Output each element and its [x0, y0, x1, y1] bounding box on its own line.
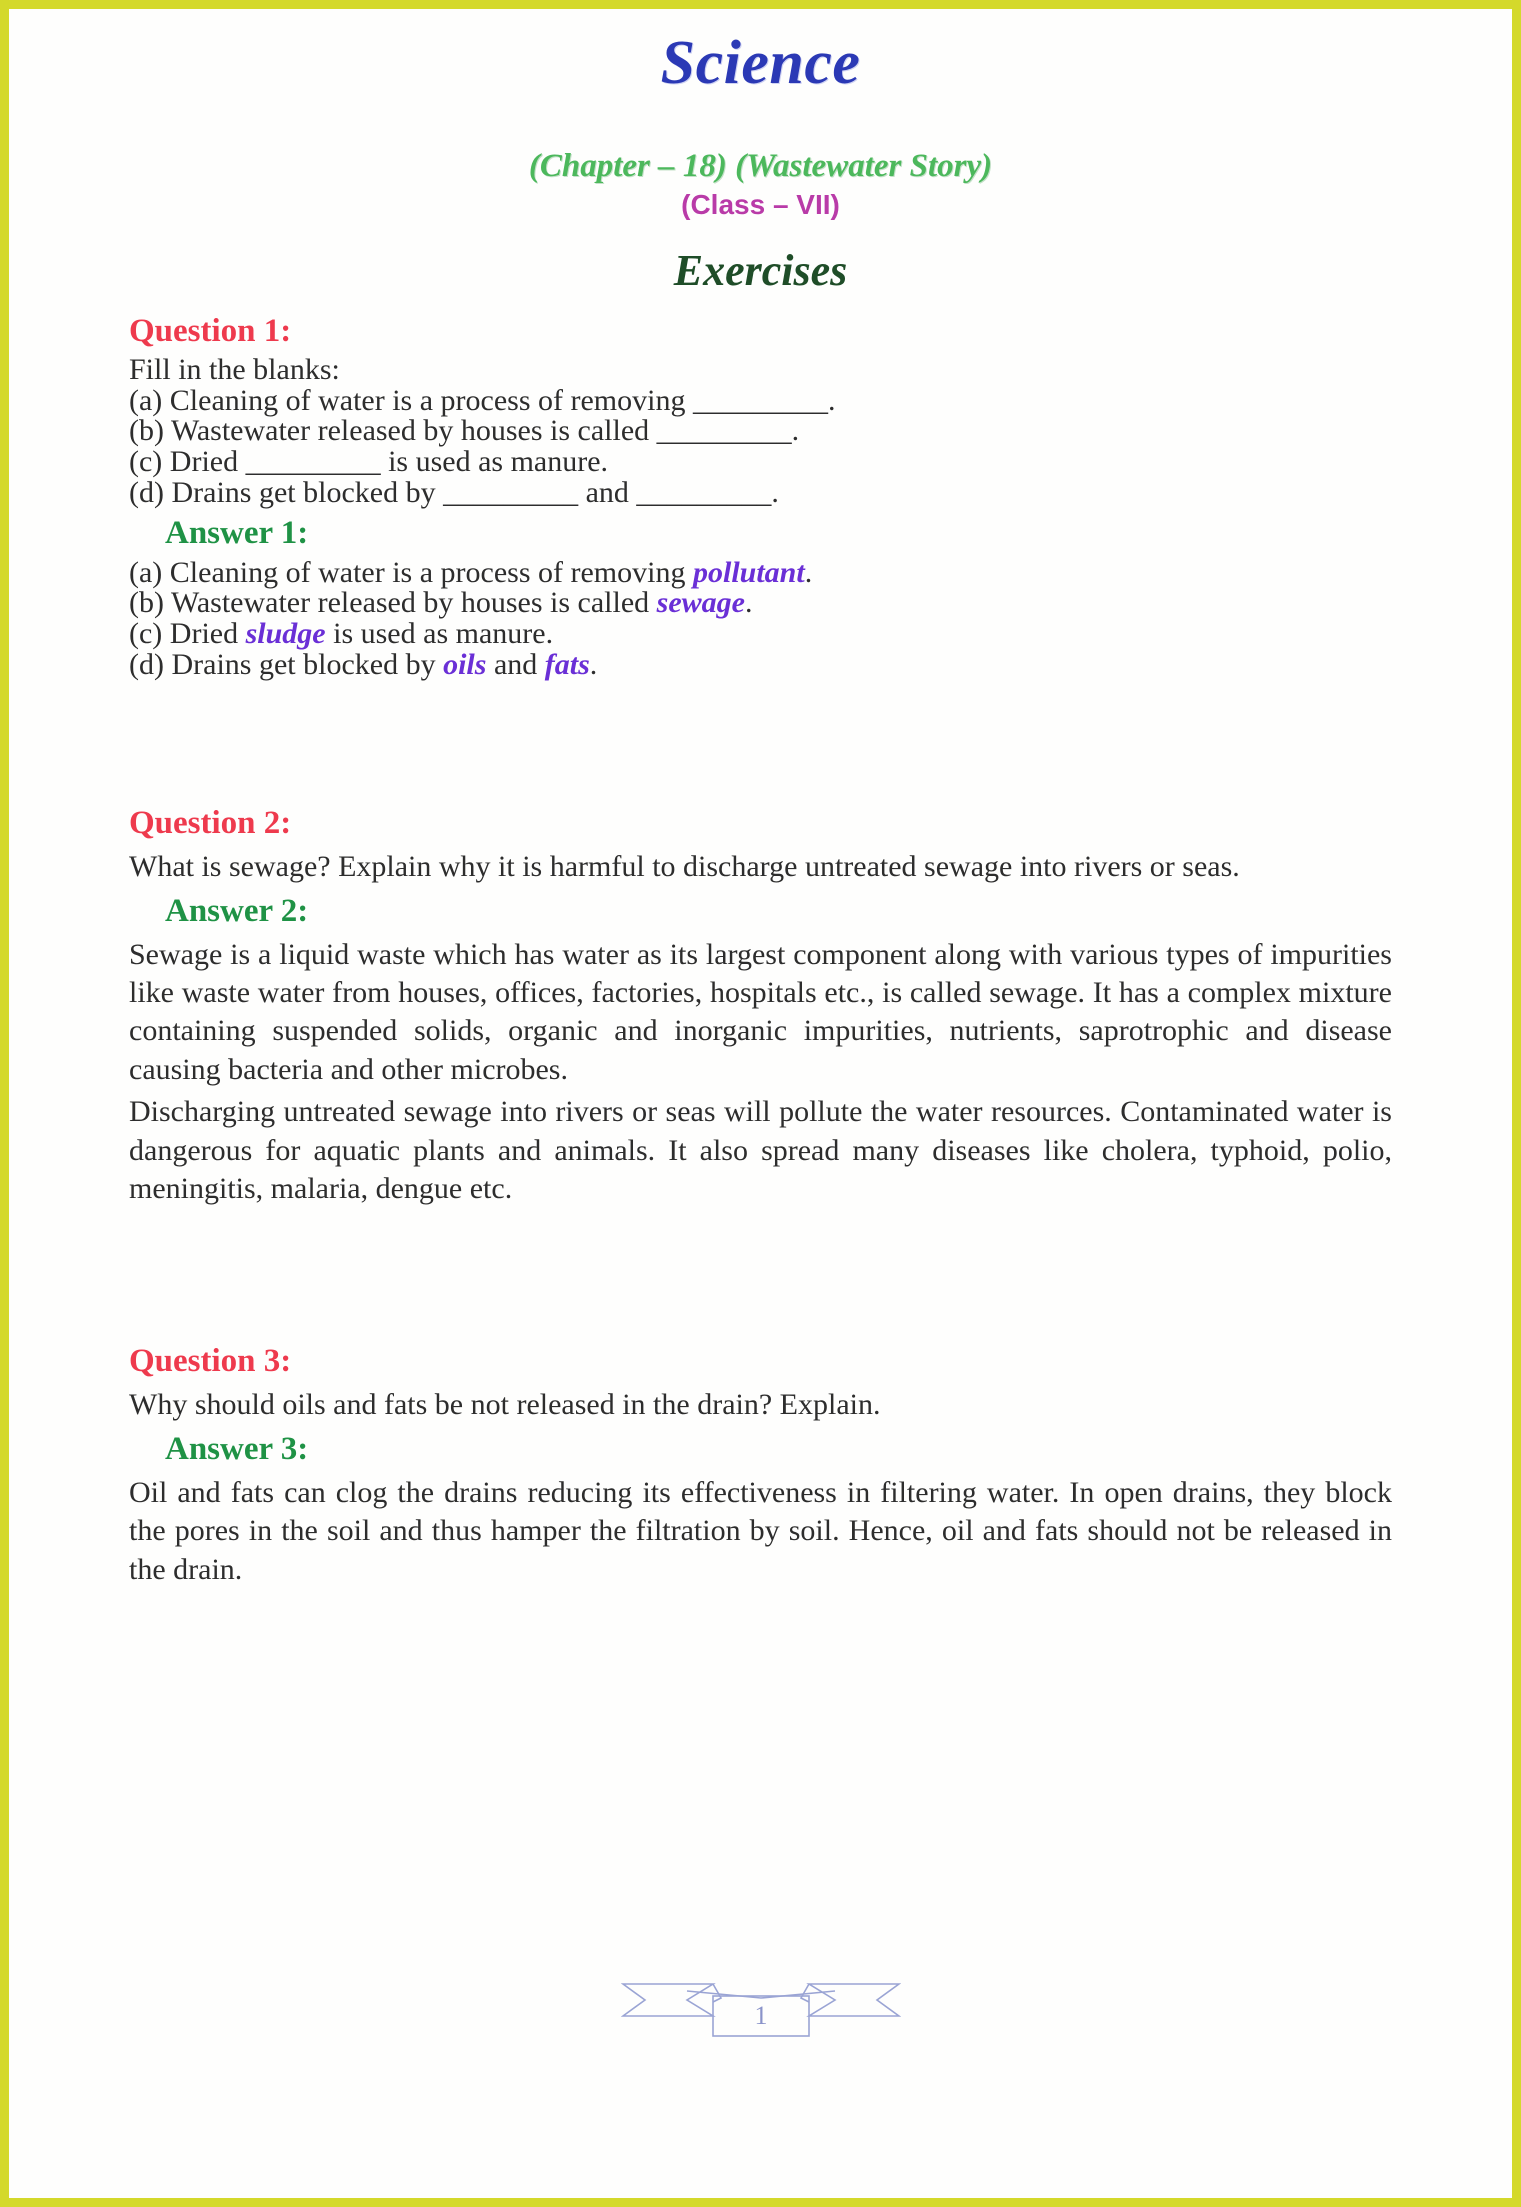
answer-text-1: [129, 554, 1392, 680]
spacer: [129, 680, 1392, 788]
page-number: 1: [754, 2001, 767, 2030]
question-line: (d) Drains get blocked by _________ and _________.: [129, 475, 779, 509]
question-label-3: Question 3:: [129, 1343, 292, 1380]
answer-paragraph: Sewage is a liquid waste which has water as its largest component along with various types of impurities like waste water from houses, offices, factories, hospitals etc., is called sewage. It has a complex mixture containing suspended solids, organic and inorganic impurities, nutrients, saprotrophic and disease causing bacteria and other microbes.: [129, 937, 1392, 1086]
spacer: [129, 1208, 1392, 1326]
answer-paragraph: Discharging untreated sewage into rivers or seas will pollute the water resources. Contaminated water is dangerous for aquatic plants and animals. It also spread many diseases like cholera, typhoid, polio, meningitis, malaria, dengue etc.: [129, 1095, 1392, 1206]
answer-keyword: fats: [544, 647, 590, 681]
ribbon-banner-icon: [621, 1958, 901, 2038]
question-label-1: Question 1:: [129, 312, 292, 349]
chapter-subtitle: (Chapter – 18) (Wastewater Story): [528, 148, 993, 185]
question-line: (a) Cleaning of water is a process of removing _________.: [129, 383, 836, 417]
page-number-ribbon: [9, 1958, 1512, 2038]
question-text-1: [129, 351, 1392, 508]
answer-prefix: (c) Dried: [129, 616, 246, 650]
page-title: Science: [660, 29, 861, 97]
question-block-3: [129, 1326, 1392, 1589]
answer-keyword: sewage: [656, 586, 745, 620]
answer-line: [129, 555, 1392, 589]
answer-suffix: .: [804, 555, 813, 589]
question-line: (b) Wastewater released by houses is called _________.: [129, 414, 800, 448]
question-label-2: Question 2:: [129, 805, 292, 842]
question-block-2: [129, 788, 1392, 1208]
class-subtitle: (Class – VII): [681, 189, 840, 221]
answer-line: [129, 647, 1392, 681]
section-heading: Exercises: [673, 246, 848, 296]
answer-suffix: .: [745, 586, 753, 620]
answer-label-2: Answer 2:: [165, 893, 309, 930]
answer-keyword: oils: [443, 647, 487, 681]
answer-prefix: (a) Cleaning of water is a process of removing: [129, 555, 693, 589]
answer-line: [129, 588, 1392, 619]
question-text-3: Why should oils and fats be not released in the drain? Explain.: [129, 1388, 881, 1422]
answer-keyword: pollutant: [692, 555, 805, 589]
answer-label-1: Answer 1:: [165, 515, 309, 552]
answer-line: [129, 616, 1392, 650]
answer-suffix: .: [589, 647, 598, 681]
page-content: [9, 9, 1512, 2198]
answer-prefix: (b) Wastewater released by houses is called: [129, 586, 657, 620]
answer-label-3: Answer 3:: [165, 1431, 309, 1468]
answer-prefix: (d) Drains get blocked by: [129, 647, 444, 681]
answer-keyword: sludge: [245, 616, 326, 650]
answer-paragraph: Oil and fats can clog the drains reducing its effectiveness in filtering water. In open drains, they block the pores in the soil and thus hamper the filtration by soil. Hence, oil and fats should not be released in the drain.: [129, 1476, 1392, 1586]
answer-connector: and: [486, 647, 545, 681]
question-text-2: What is sewage? Explain why it is harmful to discharge untreated sewage into rivers or seas.: [129, 849, 1240, 883]
answer-suffix: is used as manure.: [325, 616, 554, 650]
question-line: Fill in the blanks:: [129, 353, 340, 387]
question-line: (c) Dried _________ is used as manure.: [129, 444, 609, 478]
question-block-1: [129, 296, 1392, 681]
